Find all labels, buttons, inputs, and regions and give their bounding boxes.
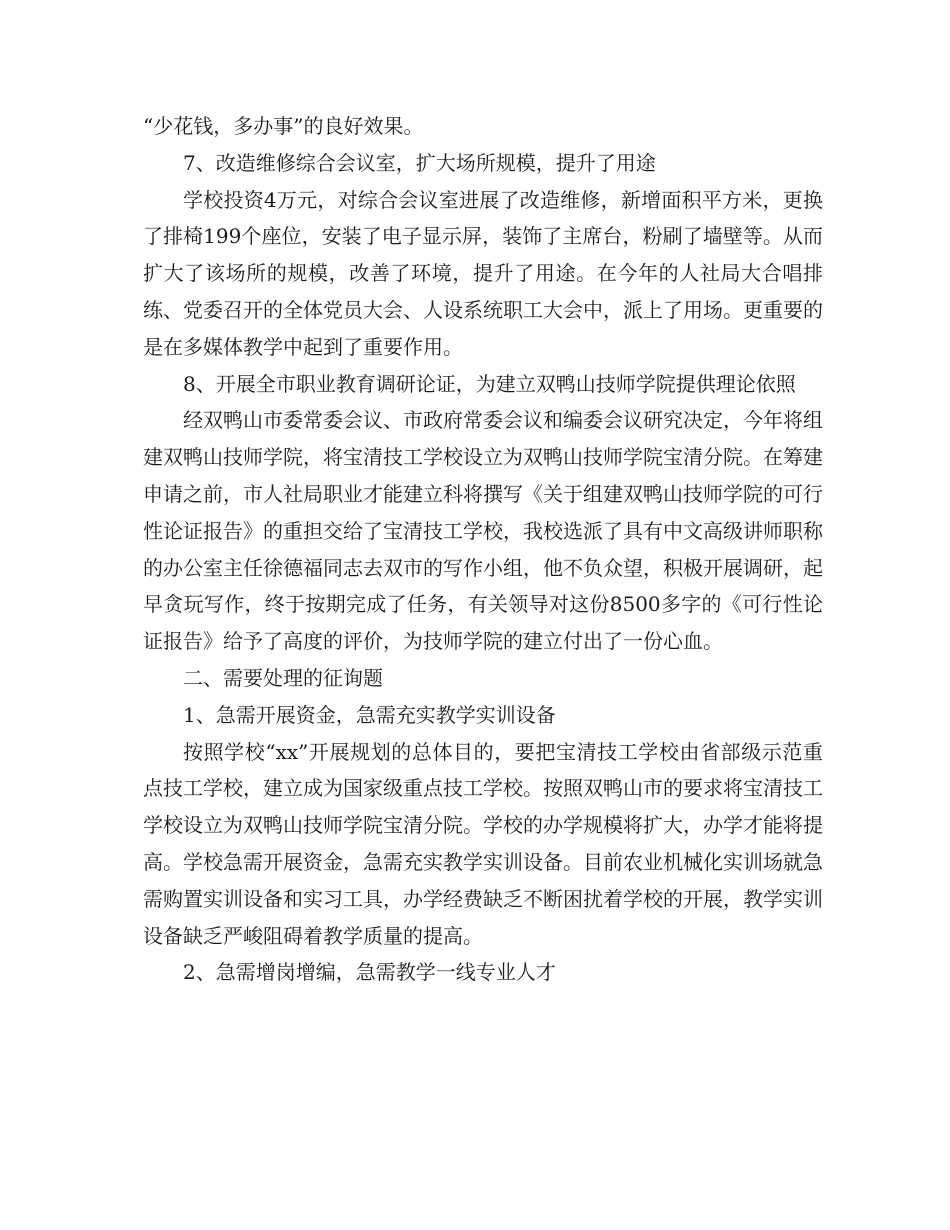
paragraph-meeting-room: 学校投资4万元，对综合会议室进展了改造维修，新增面积平方米，更换了排椅199个座位，安装了电子显示屏，装饰了主席台，粉刷了墙壁等。从而扩大了该场所的规模，改善了环境，提升了用途。在今年的人社局大合唱排练、党委召开的全体党员大会、人设系统职工大会中，派上了用场。更重要的是在多媒体教学中起到了重要作用。 (143, 187, 823, 359)
document-body (143, 108, 823, 991)
paragraph-continuation: “少花钱，多办事”的良好效果。 (143, 114, 424, 138)
paragraph-research-report: 经双鸭山市委常委会议、市政府常委会议和编委会议研究决定，今年将组建双鸭山技师学院，将宝清技工学校设立为双鸭山技师学院宝清分院。在筹建申请之前，市人社局职业才能建立科将撰写《关于组建双鸭山技师学院的可行性论证报告》的重担交给了宝清技工学校，我校选派了具有中文高级讲师职称的办公室主任徐德福同志去双市的写作小组，他不负众望，积极开展调研，起早贪玩写作，终于按期完成了任务，有关领导对这份8500多字的《可行性论证报告》给予了高度的评价，为技师学院的建立付出了一份心血。 (143, 408, 823, 654)
paragraph-funding: 按照学校“xx”开展规划的总体目的，要把宝清技工学校由省部级示范重点技工学校，建立成为国家级重点技工学校。按照双鸭山市的要求将宝清技工学校设立为双鸭山技师学院宝清分院。学校的办学规模将扩大，办学才能将提高。学校急需开展资金，急需充实教学实训设备。目前农业机械化实训场就急需购置实训设备和实习工具，办学经费缺乏不断困扰着学校的开展，教学实训设备缺乏严峻阻碍着教学质量的提高。 (143, 739, 823, 948)
section-heading-8: 8、开展全市职业教育调研论证，为建立双鸭山技师学院提供理论依照 (183, 371, 796, 396)
section-heading-7: 7、改造维修综合会议室，扩大场所规模，提升了用途 (183, 150, 656, 175)
subheading-funding: 1、急需开展资金，急需充实教学实训设备 (183, 702, 556, 727)
subheading-staffing: 2、急需增岗增编，急需教学一线专业人才 (183, 960, 556, 985)
section-heading-problems: 二、需要处理的征询题 (183, 665, 383, 690)
